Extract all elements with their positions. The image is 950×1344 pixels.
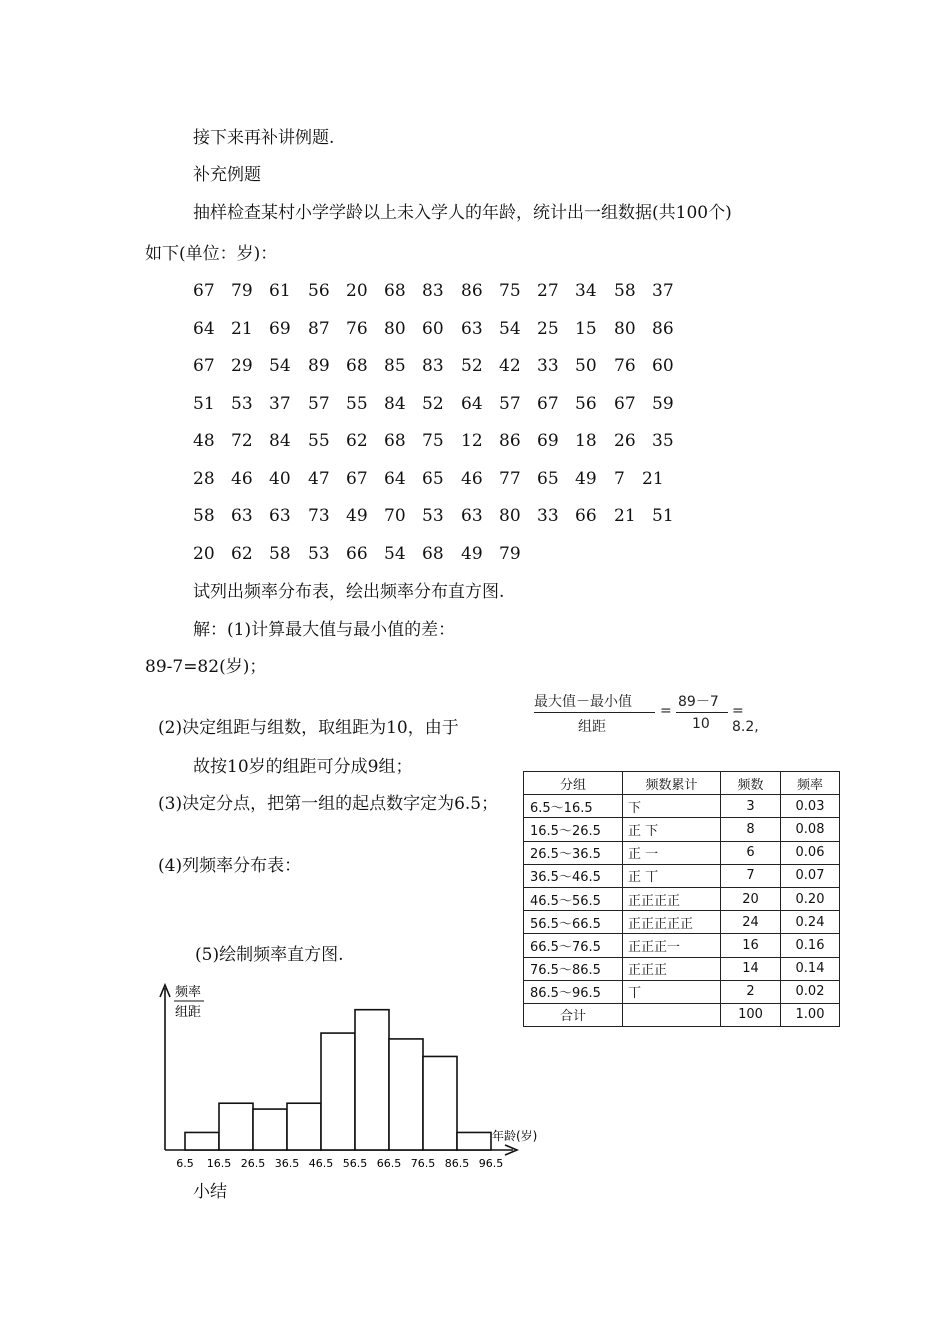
frequency-table [523,771,840,1027]
data-value: 49 [461,543,483,564]
table-row [524,934,840,957]
table-row [524,841,840,864]
table-row [524,795,840,818]
data-value: 58 [614,281,636,301]
data-value: 52 [422,393,444,414]
table-cell: 86.5～96.5 [524,980,623,1003]
histogram-bar [389,1039,423,1150]
data-value: 64 [193,318,215,339]
data-value: 55 [346,393,368,414]
table-cell: 0.20 [781,887,840,910]
table-cell: 正 下 [623,818,721,841]
table-row [524,887,840,910]
data-value: 54 [269,356,291,376]
data-value: 60 [422,318,444,339]
table-cell [623,1003,721,1026]
x-axis-label: 年龄(岁) [492,1129,538,1143]
x-tick-label: 86.5 [444,1157,470,1170]
formula-denominator-value: 10 [692,716,710,732]
data-value: 52 [461,356,483,376]
data-value: 63 [231,506,253,526]
solution-step-1-result: 89-7=82(岁)； [145,657,267,677]
table-cell: 0.14 [781,957,840,980]
task-line: 试列出频率分布表，绘出频率分布直方图. [193,582,505,602]
data-value: 68 [384,431,406,451]
data-value: 12 [461,431,483,451]
table-cell: 0.02 [781,980,840,1003]
table-cell: 46.5～56.5 [524,887,623,910]
table-cell: 26.5～36.5 [524,841,623,864]
x-tick-label: 6.5 [176,1157,194,1170]
range-formula [532,690,762,736]
data-value: 86 [652,318,674,339]
data-value: 51 [652,506,674,526]
data-value: 56 [575,393,597,414]
table-cell: 正 一 [623,841,721,864]
histogram-bar [219,1103,253,1150]
formula-numerator-value: 89－7 [678,694,719,710]
table-cell: 正 丅 [623,864,721,887]
table-cell: 合计 [524,1003,623,1026]
table-header: 分组 [524,772,623,795]
intro-line: 接下来再补讲例题. [193,128,335,148]
problem-statement: 抽样检查某村小学学龄以上未入学人的年龄，统计出一组数据(共100个) [193,203,732,223]
table-cell: 16.5～26.5 [524,818,623,841]
x-tick-label: 16.5 [206,1157,232,1170]
data-value: 29 [231,356,253,376]
histogram-bar [457,1132,491,1150]
table-cell: 丅 [623,980,721,1003]
data-value: 70 [384,506,406,526]
table-cell: 0.07 [781,864,840,887]
fraction-bar [676,712,728,713]
table-cell: 24 [721,911,781,934]
problem-statement-cont: 如下(单位：岁)： [145,244,278,264]
table-cell: 0.06 [781,841,840,864]
data-value: 67 [346,468,368,489]
x-tick-label: 76.5 [410,1157,436,1170]
table-cell: 下 [623,795,721,818]
data-value: 61 [269,281,291,301]
data-value: 84 [269,431,291,451]
histogram-bar [423,1056,457,1150]
data-value: 68 [384,281,406,301]
data-value: 69 [537,431,559,451]
data-value: 46 [231,468,253,489]
table-cell: 8 [721,818,781,841]
formula-result: = 8.2, [732,703,759,735]
table-header: 频率 [781,772,840,795]
table-cell: 0.24 [781,911,840,934]
data-value: 69 [269,318,291,339]
table-cell: 正正正一 [623,934,721,957]
table-row [524,957,840,980]
table-cell: 1.00 [781,1003,840,1026]
table-cell: 6 [721,841,781,864]
data-value: 83 [422,356,444,376]
histogram-bar [321,1033,355,1150]
data-value: 57 [308,393,330,414]
table-total-row [524,1003,840,1026]
data-value: 49 [575,468,597,489]
x-tick-label: 46.5 [308,1157,334,1170]
data-value: 34 [575,281,597,301]
data-value: 54 [499,318,521,339]
table-cell: 正正正正正 [623,911,721,934]
data-value: 27 [537,281,559,301]
table-cell: 36.5～46.5 [524,864,623,887]
table-row [524,818,840,841]
data-value: 21 [614,506,636,526]
data-value: 67 [193,281,215,301]
table-cell: 正正正正 [623,887,721,910]
data-value: 7 [614,468,625,489]
data-value: 63 [461,318,483,339]
table-cell: 6.5～16.5 [524,795,623,818]
table-header-row [524,772,840,795]
histogram-bar [253,1109,287,1150]
example-heading: 补充例题 [193,165,261,185]
data-value: 83 [422,281,444,301]
formula-denominator: 组距 [578,719,606,735]
data-value: 57 [499,393,521,414]
solution-step-1: 解：(1)计算最大值与最小值的差： [193,620,456,640]
table-cell: 56.5～66.5 [524,911,623,934]
data-value: 40 [269,468,291,489]
data-value: 49 [346,506,368,526]
formula-numerator: 最大值－最小值 [534,694,632,710]
histogram-bar [185,1132,219,1150]
data-value: 80 [384,318,406,339]
data-value: 54 [384,543,406,564]
data-value: 87 [308,318,330,339]
table-cell: 16 [721,934,781,957]
table-cell: 3 [721,795,781,818]
data-value: 35 [652,431,674,451]
data-value: 53 [231,393,253,414]
data-value: 89 [308,356,330,376]
table-cell: 76.5～86.5 [524,957,623,980]
data-value: 67 [614,393,636,414]
table-header: 频数 [721,772,781,795]
table-cell: 0.08 [781,818,840,841]
x-tick-label: 56.5 [342,1157,368,1170]
data-value: 64 [461,393,483,414]
table-cell: 100 [721,1003,781,1026]
data-value: 86 [461,281,483,301]
table-row [524,911,840,934]
table-row [524,980,840,1003]
data-value: 33 [537,356,559,376]
data-value: 85 [384,356,406,376]
data-value: 63 [461,506,483,526]
data-value: 76 [346,318,368,339]
data-value: 55 [308,431,330,451]
data-value: 66 [346,543,368,564]
data-value: 68 [422,543,444,564]
data-value: 56 [308,281,330,301]
table-cell: 2 [721,980,781,1003]
data-value: 26 [614,431,636,451]
data-value: 60 [652,356,674,376]
data-value: 73 [308,506,330,526]
histogram-bar [287,1103,321,1150]
data-value: 21 [231,318,253,339]
data-value: 80 [499,506,521,526]
data-value: 67 [193,356,215,376]
table-row [524,864,840,887]
data-value: 75 [499,281,521,301]
x-tick-label: 96.5 [478,1157,504,1170]
data-value: 84 [384,393,406,414]
data-value: 68 [346,356,368,376]
solution-step-2: (2)决定组距与组数，取组距为10，由于 [158,718,459,738]
data-value: 20 [346,281,368,301]
data-value: 66 [575,506,597,526]
solution-step-2-cont: 故按10岁的组距可分成9组； [193,757,413,777]
data-value: 20 [193,543,215,564]
data-value: 51 [193,393,215,414]
histogram-bar [355,1010,389,1150]
data-value: 37 [652,281,674,301]
table-cell: 66.5～76.5 [524,934,623,957]
data-value: 18 [575,431,597,451]
data-value: 65 [422,468,444,489]
formula-equals: = [660,703,672,719]
data-value: 15 [575,318,597,339]
data-value: 64 [384,468,406,489]
data-value: 47 [308,468,330,489]
table-header: 频数累计 [623,772,721,795]
x-tick-label: 66.5 [376,1157,402,1170]
frequency-histogram [155,980,565,1175]
fraction-bar [534,712,655,713]
data-value: 53 [422,506,444,526]
data-value: 75 [422,431,444,451]
data-value: 58 [193,506,215,526]
x-tick-label: 26.5 [240,1157,266,1170]
solution-step-5: (5)绘制频率直方图. [195,945,344,965]
y-axis-label-top: 频率 [175,985,202,1000]
solution-step-4: (4)列频率分布表： [158,856,302,876]
data-value: 86 [499,431,521,451]
table-cell: 0.03 [781,795,840,818]
data-value: 76 [614,356,636,376]
data-value: 62 [346,431,368,451]
data-value: 59 [652,393,674,414]
data-value: 42 [499,356,521,376]
data-value: 48 [193,431,215,451]
data-value: 53 [308,543,330,564]
data-value: 25 [537,318,559,339]
data-value: 28 [193,468,215,489]
data-value: 50 [575,356,597,376]
data-value: 80 [614,318,636,339]
data-value: 79 [499,543,521,564]
summary-heading: 小结 [193,1182,227,1202]
data-value: 58 [269,543,291,564]
data-value: 33 [537,506,559,526]
table-cell: 20 [721,887,781,910]
data-value: 62 [231,543,253,564]
data-value: 37 [269,393,291,414]
table-cell: 14 [721,957,781,980]
table-cell: 7 [721,864,781,887]
data-value: 21 [642,468,664,489]
data-value: 67 [537,393,559,414]
table-cell: 正正正 [623,957,721,980]
data-value: 46 [461,468,483,489]
solution-step-3: (3)决定分点，把第一组的起点数字定为6.5； [158,794,499,814]
data-value: 77 [499,468,521,489]
table-cell: 0.16 [781,934,840,957]
x-tick-label: 36.5 [274,1157,300,1170]
data-value: 65 [537,468,559,489]
data-value: 79 [231,281,253,301]
y-axis-label-bottom: 组距 [175,1005,202,1020]
data-value: 63 [269,506,291,526]
data-value: 72 [231,431,253,451]
